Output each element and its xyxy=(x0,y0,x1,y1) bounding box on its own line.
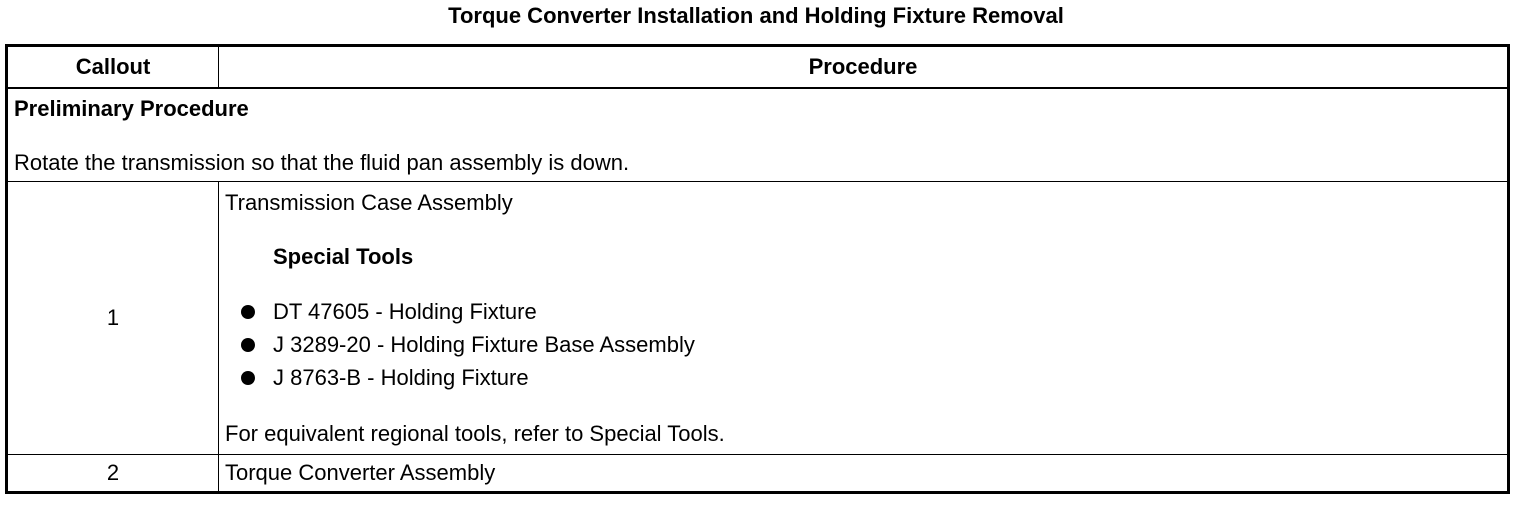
tool-label: J 8763-B - Holding Fixture xyxy=(273,365,529,390)
regional-tools-note: For equivalent regional tools, refer to Special Tools. xyxy=(225,421,725,446)
callout-column-header: Callout xyxy=(7,46,219,89)
preliminary-procedure-heading: Preliminary Procedure xyxy=(14,96,249,121)
document-title: Torque Converter Installation and Holding Fixture Removal xyxy=(448,3,1064,28)
callout-number: 1 xyxy=(7,182,219,455)
special-tools-heading: Special Tools xyxy=(273,244,414,269)
bullet-icon xyxy=(241,371,255,385)
table-row xyxy=(7,455,1509,493)
preliminary-procedure-text: Rotate the transmission so that the fluid pan assembly is down. xyxy=(14,150,630,175)
bullet-icon xyxy=(241,305,255,319)
preliminary-procedure-cell xyxy=(7,88,1509,182)
special-tools-list xyxy=(225,295,1507,394)
table-header-row xyxy=(7,46,1509,89)
list-item xyxy=(225,361,1507,394)
procedure-table xyxy=(5,44,1510,494)
procedure-column-header: Procedure xyxy=(219,46,1509,89)
list-item xyxy=(225,295,1507,328)
procedure-cell xyxy=(219,455,1509,493)
preliminary-procedure-row xyxy=(7,88,1509,182)
step-title: Torque Converter Assembly xyxy=(225,460,496,485)
tool-label: DT 47605 - Holding Fixture xyxy=(273,299,537,324)
bullet-icon xyxy=(241,338,255,352)
step-title: Transmission Case Assembly xyxy=(225,190,513,215)
list-item xyxy=(225,328,1507,361)
table-row xyxy=(7,182,1509,455)
callout-number: 2 xyxy=(7,455,219,493)
procedure-cell xyxy=(219,182,1509,455)
tool-label: J 3289-20 - Holding Fixture Base Assembly xyxy=(273,332,695,357)
